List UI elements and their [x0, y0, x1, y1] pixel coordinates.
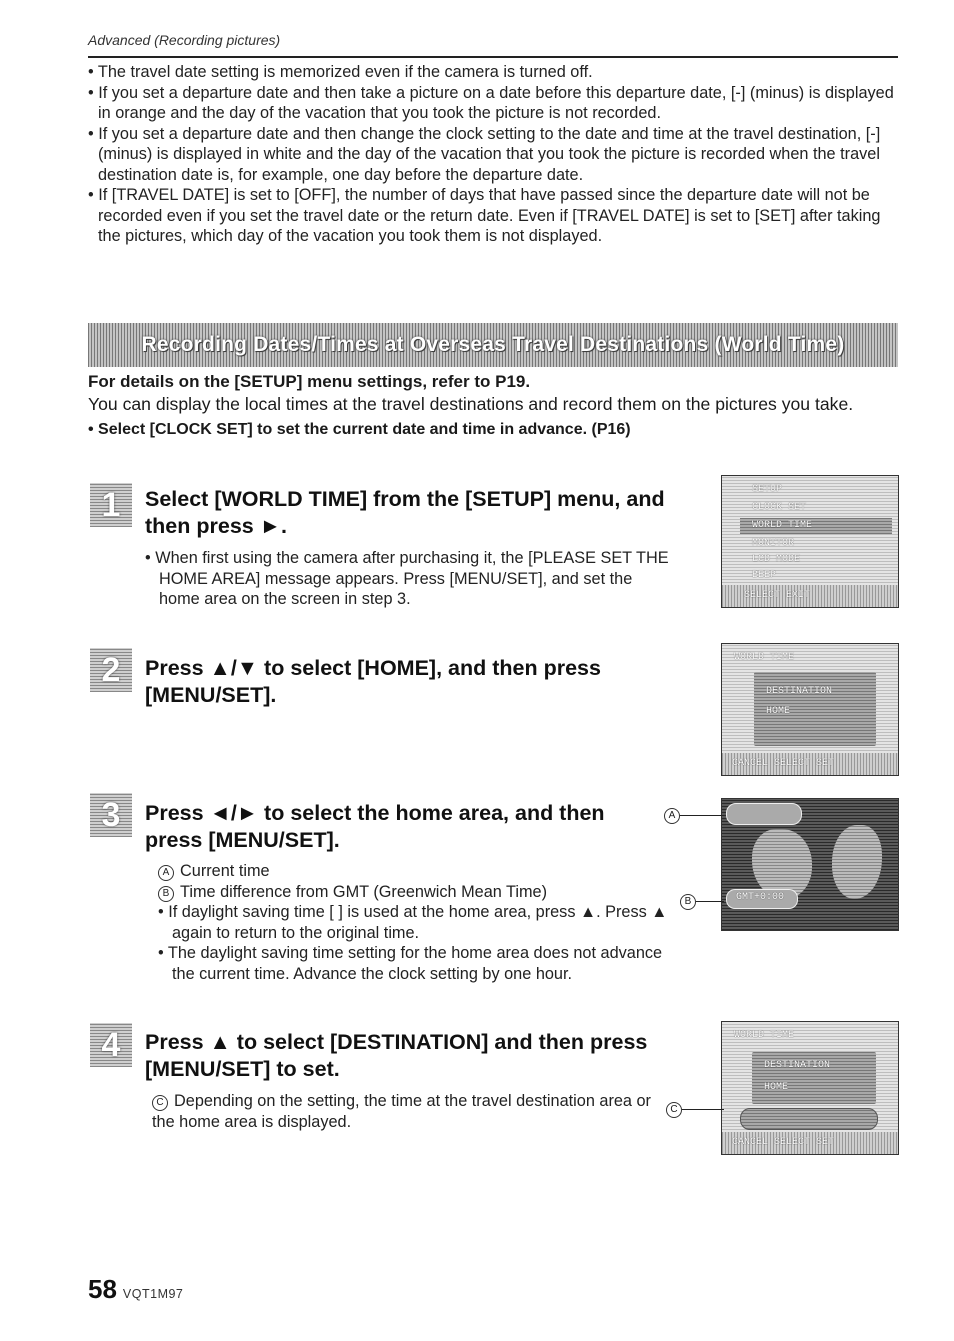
- step-number-4: 4: [90, 1023, 132, 1067]
- step-2-title: Press ▲/▼ to select [HOME], and then press [MENU/SET].: [145, 656, 601, 707]
- callout-a-line: [680, 815, 724, 816]
- marker-a: A: [158, 865, 174, 881]
- section-banner: [88, 323, 898, 367]
- page-footer: [88, 1274, 183, 1305]
- step-3-title: Press ◄/► to select the home area, and then press [MENU/SET].: [145, 801, 605, 852]
- setup-menu-screen: [721, 475, 899, 608]
- callout-a: A: [664, 808, 680, 824]
- callout-b: B: [680, 894, 696, 910]
- note-item: • If [TRAVEL DATE] is set to [OFF], the number of days that have passed since the departure date will not be recorded even if you set the travel date or the return date. Even if [TRAVEL DATE] is set to [SET] after taking the pictures, which day of the vacation you took them is not displayed.: [88, 186, 881, 245]
- screen-text: HOME: [766, 706, 791, 717]
- callout-b-line: [696, 901, 724, 902]
- step-number-1: 1: [90, 483, 132, 527]
- screen-text: MONITOR: [752, 538, 795, 549]
- setup-reference: For details on the [SETUP] menu settings, refer to P19.: [88, 372, 531, 391]
- step-number-2: 2: [90, 648, 132, 692]
- world-time-destination-screen: [721, 1021, 899, 1155]
- callout-c-line: [682, 1109, 724, 1110]
- step-3-note-advance: • The daylight saving time setting for the home area does not advance the current time. Advance the clock setting by one hour.: [158, 944, 663, 983]
- note-item: • If you set a departure date and then change the clock setting to the date and time at the travel destination, [-] (minus) is displayed in white and the day of the vacation that you took the picture is recorded when the travel destination date is, for example, one day before the departure date.: [88, 124, 881, 184]
- step-3-note-dst: • If daylight saving time [ ] is used at the home area, press ▲. Press ▲ again to return to the original time.: [158, 903, 668, 942]
- step-number-3: 3: [90, 793, 132, 837]
- screen-text: WORLD TIME: [734, 652, 795, 663]
- step-3-item-b: [158, 882, 678, 903]
- page-number: 58: [88, 1274, 117, 1304]
- note-item: • If you set a departure date and then take a picture on a date before this departure date, [-] (minus) is displayed in orange and the day of the vacation that you took the picture is not recorded.: [88, 83, 894, 122]
- item-text: Depending on the setting, the time at the travel destination area or the home area is displayed.: [152, 1092, 651, 1131]
- screen-text: WORLD TIME: [752, 520, 813, 531]
- screen-text: LCD MODE: [752, 554, 801, 565]
- screen-text: SELECT EXIT: [744, 590, 811, 601]
- section-title: Recording Dates/Times at Overseas Travel Destinations (World Time): [141, 333, 845, 356]
- section-intro: [88, 371, 903, 441]
- screen-text: CLOCK SET: [752, 502, 807, 513]
- screen-text: BEEP: [752, 570, 777, 581]
- screen-text: HOME: [764, 1082, 789, 1093]
- step-4-item-c: [152, 1091, 672, 1132]
- marker-b: B: [158, 886, 174, 902]
- section-description: You can display the local times at the travel destinations and record them on the pictures you take.: [88, 394, 854, 414]
- screen-text: CANCEL SELECT SET: [732, 758, 835, 769]
- screen-text: DESTINATION: [766, 686, 833, 697]
- step-3-item-a: [158, 861, 678, 882]
- model-code: VQT1M97: [122, 1287, 184, 1301]
- step-1-note: • When first using the camera after purchasing it, the [PLEASE SET THE HOME AREA] message appears. Press [MENU/SET], and set the home area on the screen in step 3.: [145, 549, 669, 608]
- header-caption: Advanced (Recording pictures): [88, 32, 281, 48]
- advance-note: • Select [CLOCK SET] to set the current date and time in advance. (P16): [88, 421, 631, 438]
- step-4-title: Press ▲ to select [DESTINATION] and then press [MENU/SET] to set.: [145, 1030, 648, 1081]
- step-4-body: [152, 1091, 672, 1132]
- screen-text: CANCEL SELECT SET: [732, 1137, 835, 1148]
- step-1-body: [145, 548, 675, 610]
- item-text: Time difference from GMT (Greenwich Mean Time): [180, 882, 548, 901]
- world-time-home-screen: [721, 643, 899, 776]
- screen-text: SETUP: [752, 484, 783, 495]
- screen-text: DESTINATION: [764, 1060, 831, 1071]
- screen-text: GMT+0:00: [736, 892, 785, 903]
- marker-c: C: [152, 1095, 168, 1111]
- header-rule: [88, 56, 898, 58]
- step-3-body: [158, 861, 678, 984]
- callout-c: C: [666, 1102, 682, 1118]
- notes-list: [88, 62, 903, 247]
- screen-text: WORLD TIME: [734, 1030, 795, 1041]
- note-item: • The travel date setting is memorized even if the camera is turned off.: [88, 63, 593, 81]
- home-area-map-screen: [721, 798, 899, 931]
- item-text: Current time: [180, 862, 270, 880]
- step-1-title: Select [WORLD TIME] from the [SETUP] menu, and then press ►.: [145, 487, 665, 538]
